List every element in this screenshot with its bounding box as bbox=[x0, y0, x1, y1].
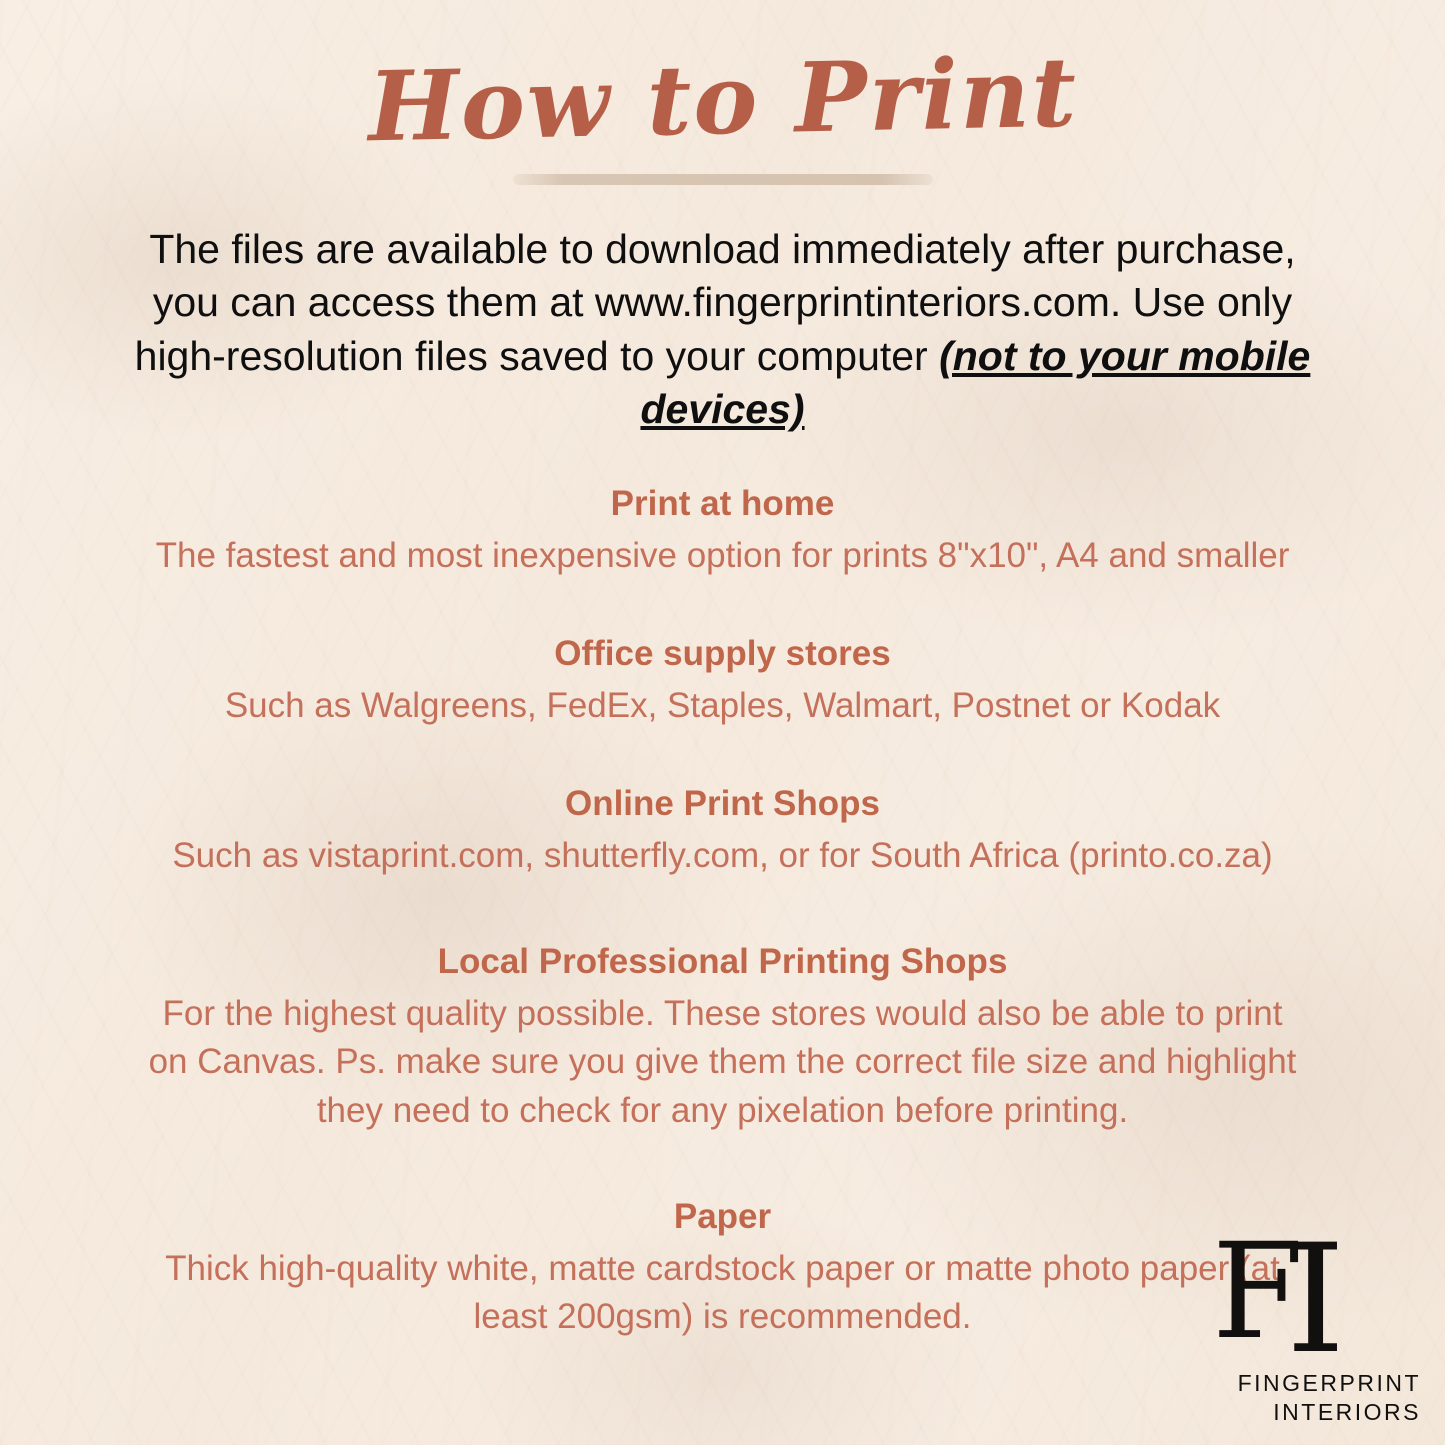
section-heading-office-supply-stores: Office supply stores bbox=[554, 634, 891, 674]
section-online-print-shops bbox=[70, 782, 1375, 880]
logo-letter-i: I bbox=[1286, 1213, 1346, 1387]
section-heading-online-print-shops: Online Print Shops bbox=[564, 784, 881, 824]
section-office-supply-stores bbox=[70, 632, 1375, 730]
brand-logo bbox=[1206, 1213, 1421, 1426]
section-body-paper: Thick high-quality white, matte cardstock paper or matte photo paper (at least 200gsm) is recommended. bbox=[165, 1248, 1280, 1337]
section-heading-local-professional-printing-shops: Local Professional Printing Shops bbox=[437, 942, 1008, 982]
page-title: How to Print bbox=[366, 35, 1080, 164]
section-paper bbox=[70, 1195, 1375, 1341]
logo-wordmark-line1: FINGERPRINT bbox=[1237, 1370, 1421, 1396]
section-body-office-supply-stores: Such as Walgreens, FedEx, Staples, Walmart, Postnet or Kodak bbox=[224, 685, 1221, 725]
logo-wordmark-line2: INTERIORS bbox=[1273, 1399, 1421, 1426]
intro-paragraph bbox=[115, 223, 1330, 436]
intro-emphasis: (not to your mobile devices) bbox=[640, 332, 1311, 432]
logo-letter-f: F bbox=[1212, 1215, 1304, 1369]
section-local-professional-printing-shops bbox=[70, 940, 1375, 1135]
section-print-at-home bbox=[70, 482, 1375, 580]
title-underline-rule bbox=[513, 174, 933, 185]
section-body-online-print-shops: Such as vistaprint.com, shutterfly.com, or for South Africa (printo.co.za) bbox=[172, 836, 1273, 876]
section-heading-print-at-home: Print at home bbox=[610, 484, 835, 524]
logo-monogram-icon bbox=[1212, 1213, 1346, 1387]
section-heading-paper: Paper bbox=[673, 1196, 772, 1236]
section-body-print-at-home: The fastest and most inexpensive option for prints 8"x10", A4 and smaller bbox=[155, 535, 1290, 575]
section-body-local-professional-printing-shops: For the highest quality possible. These stores would also be able to print on Canvas. Ps. make sure you give them the correct file size and highlight they need to check for any pixelation before printing. bbox=[148, 994, 1297, 1130]
intro-text: The files are available to download immediately after purchase, you can access them at www.fingerprintinteriors.com. Use only high-resolution files saved to your computer bbox=[134, 226, 1296, 379]
